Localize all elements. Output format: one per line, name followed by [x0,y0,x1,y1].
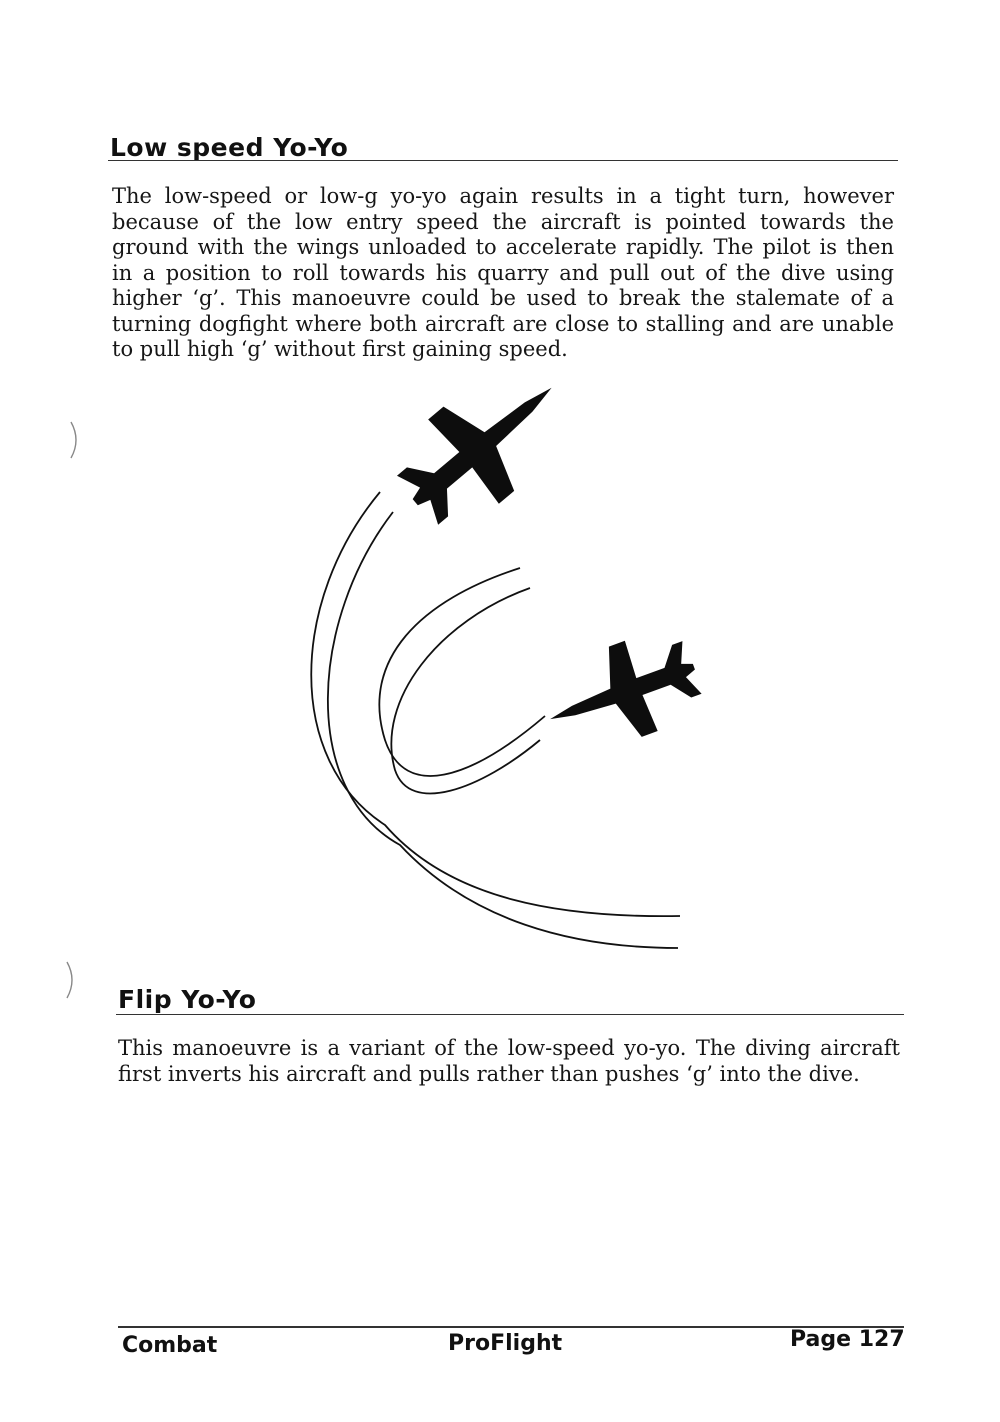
footer-page-number: Page 127 [790,1327,905,1352]
section-paragraph-low-speed-yo-yo: The low-speed or low-g yo-yo again results in a tight turn, however because of the low entry speed the aircraft is pointed towards the ground with the wings unloaded to accelerate rapidly. The pilot is then in a position to roll towards his quarry and pull out of the dive using higher ‘g’. This manoeuvre could be used to break the stalemate of a turning dogfight where both aircraft are close to stalling and are unable to pull high ‘g’ without first gaining speed. [112,184,894,361]
flight-path-outer [311,492,680,948]
fighter-jet-icon [380,346,587,545]
footer-product: ProFlight [448,1331,563,1356]
section-heading-flip-yo-yo: Flip Yo-Yo [118,985,257,1014]
section-heading-low-speed-yo-yo: Low speed Yo-Yo [110,133,349,162]
footer-rule [118,1326,904,1328]
footer-chapter: Combat [122,1333,218,1358]
section-paragraph-flip-yo-yo: This manoeuvre is a variant of the low-speed yo-yo. The diving aircraft first inverts his aircraft and pulls rather than pushes ‘g’ into the dive. [118,1036,900,1086]
heading-underline [116,1014,904,1015]
fighter-jet-icon [534,622,711,765]
flight-path-inner [379,568,545,793]
